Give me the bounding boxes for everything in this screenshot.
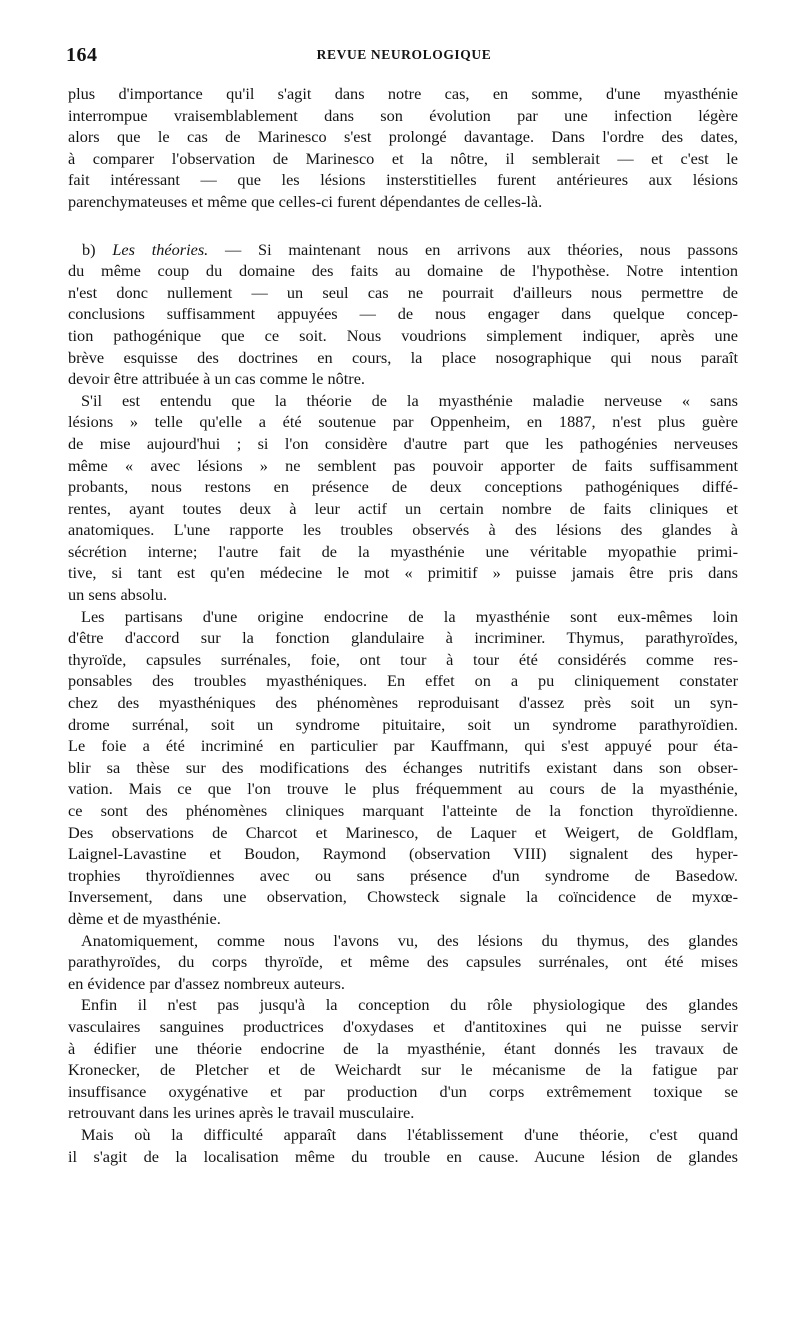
running-head [66,44,742,68]
text-line: un sens absolu. [68,585,168,605]
section-label: b) [82,239,96,259]
text-line: rentes, ayant toutes deux à leur actif un certain nombre de faits cliniques et [68,498,738,518]
text-line: S'il est entendu que la théorie de la myasthénie maladie nerveuse « sans [81,390,738,410]
section-title: Les théories. [112,239,209,259]
text-line: parenchymateuses et même que celles-ci furent dépendantes de celles-là. [68,191,543,211]
text-line: conclusions suffisamment appuyées — de nous engager dans quelque concep- [68,304,738,324]
page-number: 164 [66,44,98,66]
text-line: à comparer l'observation de Marinesco et la nôtre, il semblerait — et c'est le [68,148,738,168]
text-line: Des observations de Charcot et Marinesco, de Laquer et Weigert, de Goldflam, [68,822,738,842]
text-line: Anatomiquement, comme nous l'avons vu, des lésions du thymus, des glandes [81,930,738,950]
text-line: blir sa thèse sur des modifications des échanges nutritifs existant dans son obser- [68,757,738,777]
paragraph [68,83,738,213]
text-line: d'être d'accord sur la fonction glandulaire à incriminer. Thymus, parathyroïdes, [68,628,738,648]
text-line: sécrétion interne; l'autre fait de la myasthénie une véritable myopathie primi- [68,541,738,561]
text-line: insuffisance oxygénative et par production d'un corps extrêmement toxique se [68,1081,738,1101]
text-line: Mais où la difficulté apparaît dans l'établissement d'une théorie, c'est quand [81,1124,738,1144]
text-line: en évidence par d'assez nombreux auteurs. [68,973,345,993]
text-line: il s'agit de la localisation même du trouble en cause. Aucune lésion de glandes [68,1146,738,1166]
text-line: n'est donc nullement — un seul cas ne pourrait d'ailleurs nous permettre de [68,282,738,302]
text-line: Kronecker, de Pletcher et de Weichardt sur le mécanisme de la fatigue par [68,1060,738,1080]
paragraph-section-theories [68,239,738,390]
text-line: chez des myasthéniques des phénomènes reproduisant d'assez près soit un syn- [68,693,738,713]
text-line: anatomiques. L'une rapporte les troubles observés à des lésions des glandes à [68,520,738,540]
text-line: plus d'importance qu'il s'agit dans notre cas, en somme, d'une myasthénie [68,84,738,103]
text-line: ce sont des phénomènes cliniques marquant l'atteinte de la fonction thyroïdienne. [68,801,738,820]
text-line [68,239,738,261]
text-line: lésions » telle qu'elle a été soutenue par Oppenheim, en 1887, n'est plus guère [68,412,738,432]
paragraph [68,390,738,606]
text-line: devoir être attribuée à un cas comme le nôtre. [68,369,365,389]
paragraph [68,994,738,1124]
text-line: vasculaires sanguines productrices d'oxydases et d'antitoxines qui ne puisse servir [68,1016,738,1036]
text-line: drome surrénal, soit un syndrome pituitaire, soit un syndrome parathyroïdien. [68,714,738,734]
text-line: Laignel-Lavastine et Boudon, Raymond (observation VIII) signalent des hyper- [68,844,738,864]
text-line: brève esquisse des doctrines en cours, la place nosographique qui nous paraît [68,347,738,367]
text-line: à édifier une théorie endocrine de la myasthénie, étant donnés les travaux de [68,1038,738,1058]
text-line: tive, si tant est qu'en médecine le mot « primitif » puisse jamais être pris dans [68,563,738,583]
paragraph [68,930,738,995]
paragraph [68,606,738,930]
journal-title: REVUE NEUROLOGIQUE [316,47,492,62]
section-first-line-text: — Si maintenant nous en arrivons aux théories, nous passons [208,239,739,259]
text-line: ponsables des troubles myasthéniques. En effet on a pu cliniquement constater [68,671,738,691]
paragraph [68,1124,738,1167]
text-line: retrouvant dans les urines après le travail musculaire. [68,1103,415,1123]
text-line: Le foie a été incriminé en particulier par Kauffmann, qui s'est appuyé pour éta- [68,736,738,756]
text-line: interrompue vraisemblablement dans son évolution par une infection légère [68,105,738,125]
text-line: de mise aujourd'hui ; si l'on considère d'autre part que les pathogénies nerveuses [68,433,738,453]
text-line: fait intéressant — que les lésions insterstitielles furent antérieures aux lésions [68,170,738,190]
text-line: parathyroïdes, du corps thyroïde, et même des capsules surrénales, ont été mises [68,952,738,972]
text-line: tion pathogénique que ce soit. Nous voudrions simplement indiquer, après une [68,325,738,345]
text-line: probants, nous restons en présence de deux conceptions pathogéniques diffé- [68,477,738,497]
text-line: du même coup du domaine des faits au domaine de l'hypothèse. Notre intention [68,261,738,281]
text-line: dème et de myasthénie. [68,908,221,928]
text-line: thyroïde, capsules surrénales, foie, ont tour à tour été considérés comme res- [68,649,738,669]
text-line: Inversement, dans une observation, Chowsteck signale la coïncidence de myxœ- [68,887,738,907]
text-line: Enfin il n'est pas jusqu'à la conception du rôle physiologique des glandes [81,995,738,1015]
text-line: Les partisans d'une origine endocrine de la myasthénie sont eux-mêmes loin [81,606,738,626]
body-text [68,83,738,1167]
text-line: vation. Mais ce que l'on trouve le plus fréquemment au cours de la myasthénie, [68,779,738,799]
text-line: trophies thyroïdiennes avec ou sans présence d'un syndrome de Basedow. [68,865,738,885]
text-line: alors que le cas de Marinesco s'est prolongé davantage. Dans l'ordre des dates, [68,127,738,147]
text-line: même « avec lésions » ne semblent pas pouvoir apporter de faits suffisamment [68,455,738,475]
